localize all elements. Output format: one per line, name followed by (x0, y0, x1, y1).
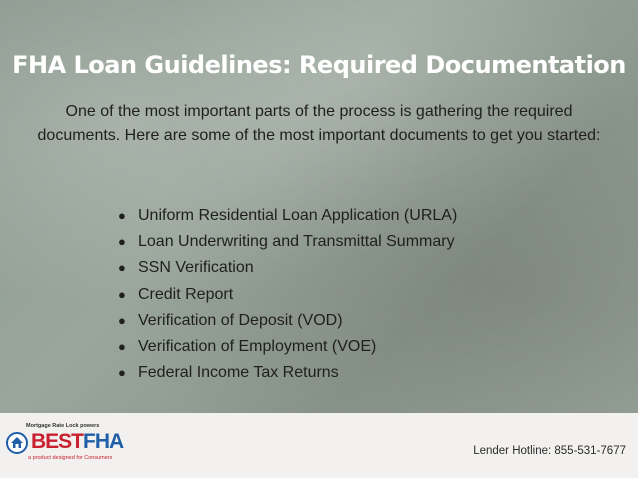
list-item (118, 282, 457, 308)
bullet-icon: ● (118, 260, 126, 276)
bullet-icon: ● (118, 208, 126, 223)
logo-subline: a product designed for Consumers (28, 455, 113, 461)
bullet-icon: ● (118, 365, 126, 381)
list-item (118, 308, 457, 334)
list-item (118, 360, 457, 386)
slide-title: FHA Loan Guidelines: Required Documentation (12, 51, 626, 79)
document-item-label: Verification of Employment (VOE) (138, 337, 377, 355)
logo-tagline: Mortgage Rate Lock powers (26, 423, 100, 429)
bullet-icon: ● (118, 338, 126, 354)
document-item-label: Uniform Residential Loan Application (URLA) (138, 207, 458, 224)
seal-icon (6, 431, 28, 455)
document-item-label: Loan Underwriting and Transmittal Summary (138, 233, 455, 251)
documents-list (118, 203, 457, 386)
document-item-label: Federal Income Tax Returns (138, 364, 339, 382)
lender-hotline: Lender Hotline: 855-531-7677 (473, 445, 626, 457)
list-item (118, 334, 457, 360)
document-item-label: Credit Report (138, 285, 234, 303)
bullet-icon: ● (118, 312, 126, 328)
intro-paragraph: One of the most important parts of the process is gathering the required documents. Here are some of the most important documents to get you started: (37, 103, 601, 144)
best-fha-logo (6, 423, 124, 471)
list-item (118, 203, 457, 229)
list-item (118, 255, 457, 281)
bullet-icon: ● (118, 286, 126, 302)
bullet-icon: ● (118, 234, 126, 250)
logo-wordmark: BESTFHA (31, 430, 124, 453)
document-item-label: SSN Verification (138, 259, 254, 277)
list-item (118, 229, 457, 255)
footer-bar (0, 413, 638, 478)
document-item-label: Verification of Deposit (VOD) (138, 311, 343, 329)
